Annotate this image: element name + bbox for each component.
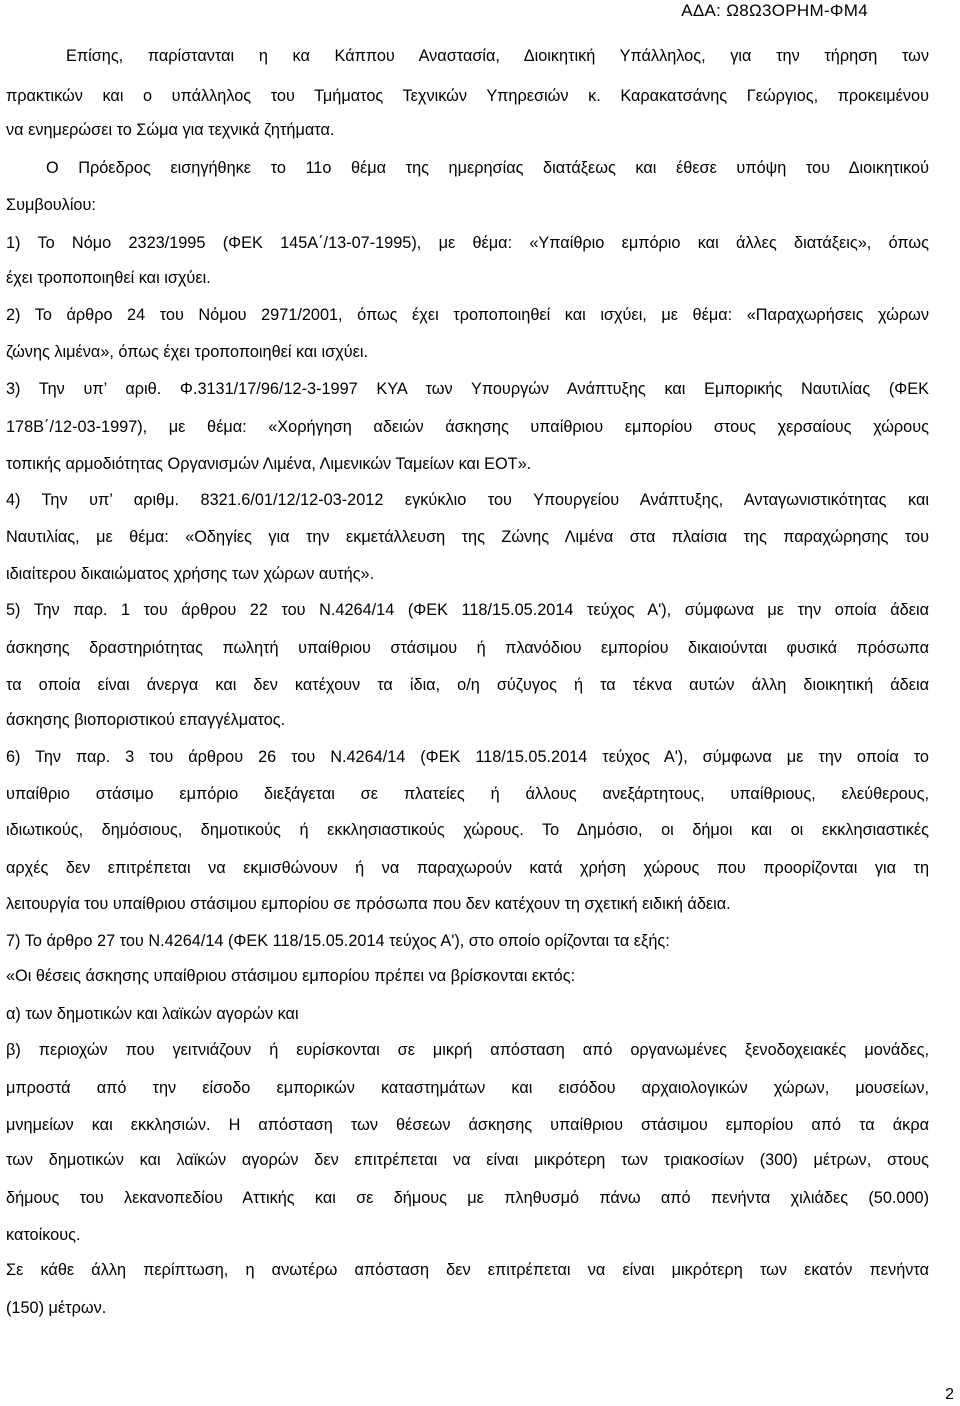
text-line: Συμβουλίου: xyxy=(6,196,96,214)
text-line: 7) Το άρθρο 27 του Ν.4264/14 (ΦΕΚ 118/15.05.2014 τεύχος Α'), στο οποίο ορίζονται τα εξής: xyxy=(6,932,670,950)
text-line: 178Β΄/12-03-1997), με θέμα: «Χορήγηση αδειών άσκησης υπαίθριου εμπορίου στους χερσαίους χώρους xyxy=(6,418,929,436)
ada-code: ΑΔΑ: Ω8Ω3ΟΡΗΜ-ΦΜ4 xyxy=(681,1,868,20)
text-line: τα οποία είναι άνεργα και δεν κατέχουν τα ίδια, ο/η σύζυγος ή τα τέκνα αυτών άλλη διοικητική άδεια xyxy=(6,676,929,694)
text-line: έχει τροποποιηθεί και ισχύει. xyxy=(6,269,211,287)
text-line: 2) Το άρθρο 24 του Νόμου 2971/2001, όπως έχει τροποποιηθεί και ισχύει, με θέμα: «Παραχωρήσεις χώρων xyxy=(6,306,929,324)
text-line: α) των δημοτικών και λαϊκών αγορών και xyxy=(6,1005,299,1023)
text-line: αρχές δεν επιτρέπεται να εκμισθώνουν ή να παραχωρούν κατά χρήση χώρους που προορίζονται για τη xyxy=(6,859,929,877)
text-line: μνημείων και εκκλησιών. Η απόσταση των θέσεων άσκησης υπαίθριου στάσιμου εμπορίου από τα άκρα xyxy=(6,1116,929,1134)
text-line: β) περιοχών που γειτνιάζουν ή ευρίσκονται σε μικρή απόσταση από οργανωμένες ξενοδοχειακές μονάδες, xyxy=(6,1041,929,1059)
text-line: των δημοτικών και λαϊκών αγορών δεν επιτρέπεται να είναι μικρότερη των τριακοσίων (300) μέτρων, στους xyxy=(6,1151,929,1169)
text-line: κατοίκους. xyxy=(6,1226,81,1244)
text-line: άσκησης δραστηριότητας πωλητή υπαίθριου στάσιμου ή πλανόδιου εμπορίου δικαιούνται φυσικά πρόσωπα xyxy=(6,639,929,657)
text-line: δήμους του λεκανοπεδίου Αττικής και σε δήμους με πληθυσμό πάνω από πενήντα χιλιάδες (50.000) xyxy=(6,1189,929,1207)
text-line: 5) Την παρ. 1 του άρθρου 22 του Ν.4264/14 (ΦΕΚ 118/15.05.2014 τεύχος Α'), σύμφωνα με την οποία άδεια xyxy=(6,601,929,619)
text-line: «Οι θέσεις άσκησης υπαίθριου στάσιμου εμπορίου πρέπει να βρίσκονται εκτός: xyxy=(6,967,576,985)
text-line: πρακτικών και ο υπάλληλος του Τμήματος Τεχνικών Υπηρεσιών κ. Καρακατσάνης Γεώργιος, προκειμένου xyxy=(6,87,929,105)
text-line: υπαίθριο στάσιμο εμπόριο διεξάγεται σε πλατείες ή άλλους ανεξάρτητους, υπαίθριους, ελεύθερους, xyxy=(6,785,929,803)
text-line: 4) Την υπ’ αριθμ. 8321.6/01/12/12-03-2012 εγκύκλιο του Υπουργείου Ανάπτυξης, Ανταγωνιστικότητας και xyxy=(6,491,929,509)
text-line: ιδιαίτερου δικαιώματος χρήσης των χώρων αυτής». xyxy=(6,565,375,583)
text-line: Ναυτιλίας, με θέμα: «Οδηγίες για την εκμετάλλευση της Ζώνης Λιμένα στα πλαίσια της παραχώρησης του xyxy=(6,528,929,546)
text-line: Ο Πρόεδρος εισηγήθηκε το 11ο θέμα της ημερησίας διατάξεως και έθεσε υπόψη του Διοικητικού xyxy=(46,159,929,177)
page-number: 2 xyxy=(945,1386,954,1403)
text-line: 6) Την παρ. 3 του άρθρου 26 του Ν.4264/14 (ΦΕΚ 118/15.05.2014 τεύχος Α'), σύμφωνα με την οποία το xyxy=(6,748,929,766)
text-line: Επίσης, παρίστανται η κα Κάππου Αναστασία, Διοικητική Υπάλληλος, για την τήρηση των xyxy=(66,47,929,65)
text-line: ιδιωτικούς, δημόσιους, δημοτικούς ή εκκλησιαστικούς χώρους. Το Δημόσιο, οι δήμοι και οι εκκλησιαστικές xyxy=(6,821,929,839)
text-line: ζώνης λιμένα», όπως έχει τροποποιηθεί και ισχύει. xyxy=(6,343,369,361)
text-line: άσκησης βιοποριστικού επαγγέλματος. xyxy=(6,711,286,729)
text-line: Σε κάθε άλλη περίπτωση, η ανωτέρω απόσταση δεν επιτρέπεται να είναι μικρότερη των εκατόν πενήντα xyxy=(6,1261,929,1279)
text-line: τοπικής αρμοδιότητας Οργανισμών Λιμένα, Λιμενικών Ταμείων και ΕΟΤ». xyxy=(6,455,532,473)
text-line: 3) Την υπ’ αριθ. Φ.3131/17/96/12-3-1997 ΚΥΑ των Υπουργών Ανάπτυξης και Εμπορικής Ναυτιλίας (ΦΕΚ xyxy=(6,380,929,398)
text-line: να ενημερώσει το Σώμα για τεχνικά ζητήματα. xyxy=(6,121,335,139)
text-line: (150) μέτρων. xyxy=(6,1299,107,1317)
text-line: 1) Το Νόμο 2323/1995 (ΦΕΚ 145Α΄/13-07-1995), με θέμα: «Υπαίθριο εμπόριο και άλλες διατάξεις», όπως xyxy=(6,234,929,252)
text-line: λειτουργία του υπαίθριου στάσιμου εμπορίου σε πρόσωπα που δεν κατέχουν τη σχετική ειδική άδεια. xyxy=(6,895,731,913)
text-line: μπροστά από την είσοδο εμπορικών καταστημάτων και εισόδου αρχαιολογικών χώρων, μουσείων, xyxy=(6,1079,929,1097)
